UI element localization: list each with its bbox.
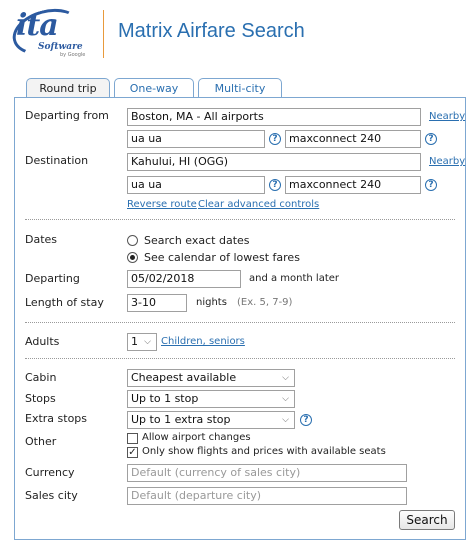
departing-from-label: Departing from [25,109,109,122]
origin-routing-input[interactable]: ua ua [127,130,265,148]
calendar-fares-radio[interactable] [127,252,138,263]
ita-software-logo[interactable] [12,8,90,60]
search-button[interactable]: Search [399,510,455,530]
stops-select-value: Up to 1 stop [131,392,199,405]
stops-label: Stops [25,392,56,405]
chevron-down-icon: ⌵ [144,337,151,347]
stay-hint: (Ex. 5, 7-9) [237,297,293,308]
logo-word: ita [16,8,58,43]
extra-stops-select-value: Up to 1 extra stop [131,413,231,426]
sales-city-input[interactable]: Default (departure city) [127,487,407,505]
destination-nearby-link[interactable]: Nearby [429,156,466,167]
cabin-select-value: Cheapest available [131,371,237,384]
origin-routing-help-icon[interactable]: ? [269,133,281,145]
clear-advanced-link[interactable]: Clear advanced controls [198,199,320,210]
chevron-down-icon: ⌵ [282,415,289,425]
adults-select[interactable] [127,333,157,351]
adults-select-value: 1 [131,335,138,348]
tab-multi-city[interactable]: Multi-city [198,78,282,98]
currency-input[interactable]: Default (currency of sales city) [127,464,407,482]
extra-stops-help-icon[interactable]: ? [300,414,312,426]
adults-label: Adults [25,335,60,348]
search-form-panel [14,97,466,540]
destination-extension-input[interactable]: maxconnect 240 [285,176,421,194]
origin-nearby-link[interactable]: Nearby [429,111,466,122]
origin-extension-input[interactable]: maxconnect 240 [285,130,421,148]
children-seniors-link[interactable]: Children, seniors [161,336,245,347]
other-label: Other [25,435,57,448]
allow-airport-changes-label: Allow airport changes [142,432,251,443]
cabin-select[interactable] [127,369,295,387]
dates-label: Dates [25,233,58,246]
departing-label: Departing [25,272,80,285]
chevron-down-icon: ⌵ [282,394,289,404]
extra-stops-label: Extra stops [25,412,88,425]
origin-input[interactable]: Boston, MA - All airports [127,108,421,126]
destination-routing-help-icon[interactable]: ? [269,179,281,191]
only-available-checkbox[interactable]: ✓ [128,447,137,458]
length-of-stay-input[interactable]: 3-10 [127,294,187,312]
tab-round-trip[interactable]: Round trip [26,78,110,99]
destination-label: Destination [25,154,89,167]
nights-label: nights [196,297,227,308]
departing-date-input[interactable]: 05/02/2018 [127,270,241,288]
currency-label: Currency [25,466,75,479]
tab-one-way[interactable]: One-way [114,78,194,98]
origin-extension-help-icon[interactable]: ? [425,133,437,145]
calendar-fares-label: See calendar of lowest fares [144,251,300,264]
destination-extension-help-icon[interactable]: ? [425,179,437,191]
exact-dates-radio[interactable] [127,235,138,246]
cabin-label: Cabin [25,371,57,384]
departing-date-suffix: and a month later [249,273,340,284]
only-available-label: Only show flights and prices with available seats [142,446,386,457]
allow-airport-changes-checkbox[interactable] [127,433,138,444]
logo-subtitle: Software [38,42,83,52]
section-divider [25,322,455,323]
length-of-stay-label: Length of stay [25,296,104,309]
destination-input[interactable]: Kahului, HI (OGG) [127,153,421,171]
reverse-route-link[interactable]: Reverse route [127,199,197,210]
chevron-down-icon: ⌵ [282,373,289,383]
logo-google: by Google [60,52,86,58]
sales-city-label: Sales city [25,489,78,502]
header-divider [103,10,104,58]
destination-routing-input[interactable]: ua ua [127,176,265,194]
section-divider [25,219,455,220]
header [0,0,476,66]
stops-select[interactable] [127,390,295,408]
page-title: Matrix Airfare Search [118,20,305,42]
section-divider [25,358,455,359]
exact-dates-label: Search exact dates [144,234,250,247]
extra-stops-select[interactable] [127,411,295,429]
